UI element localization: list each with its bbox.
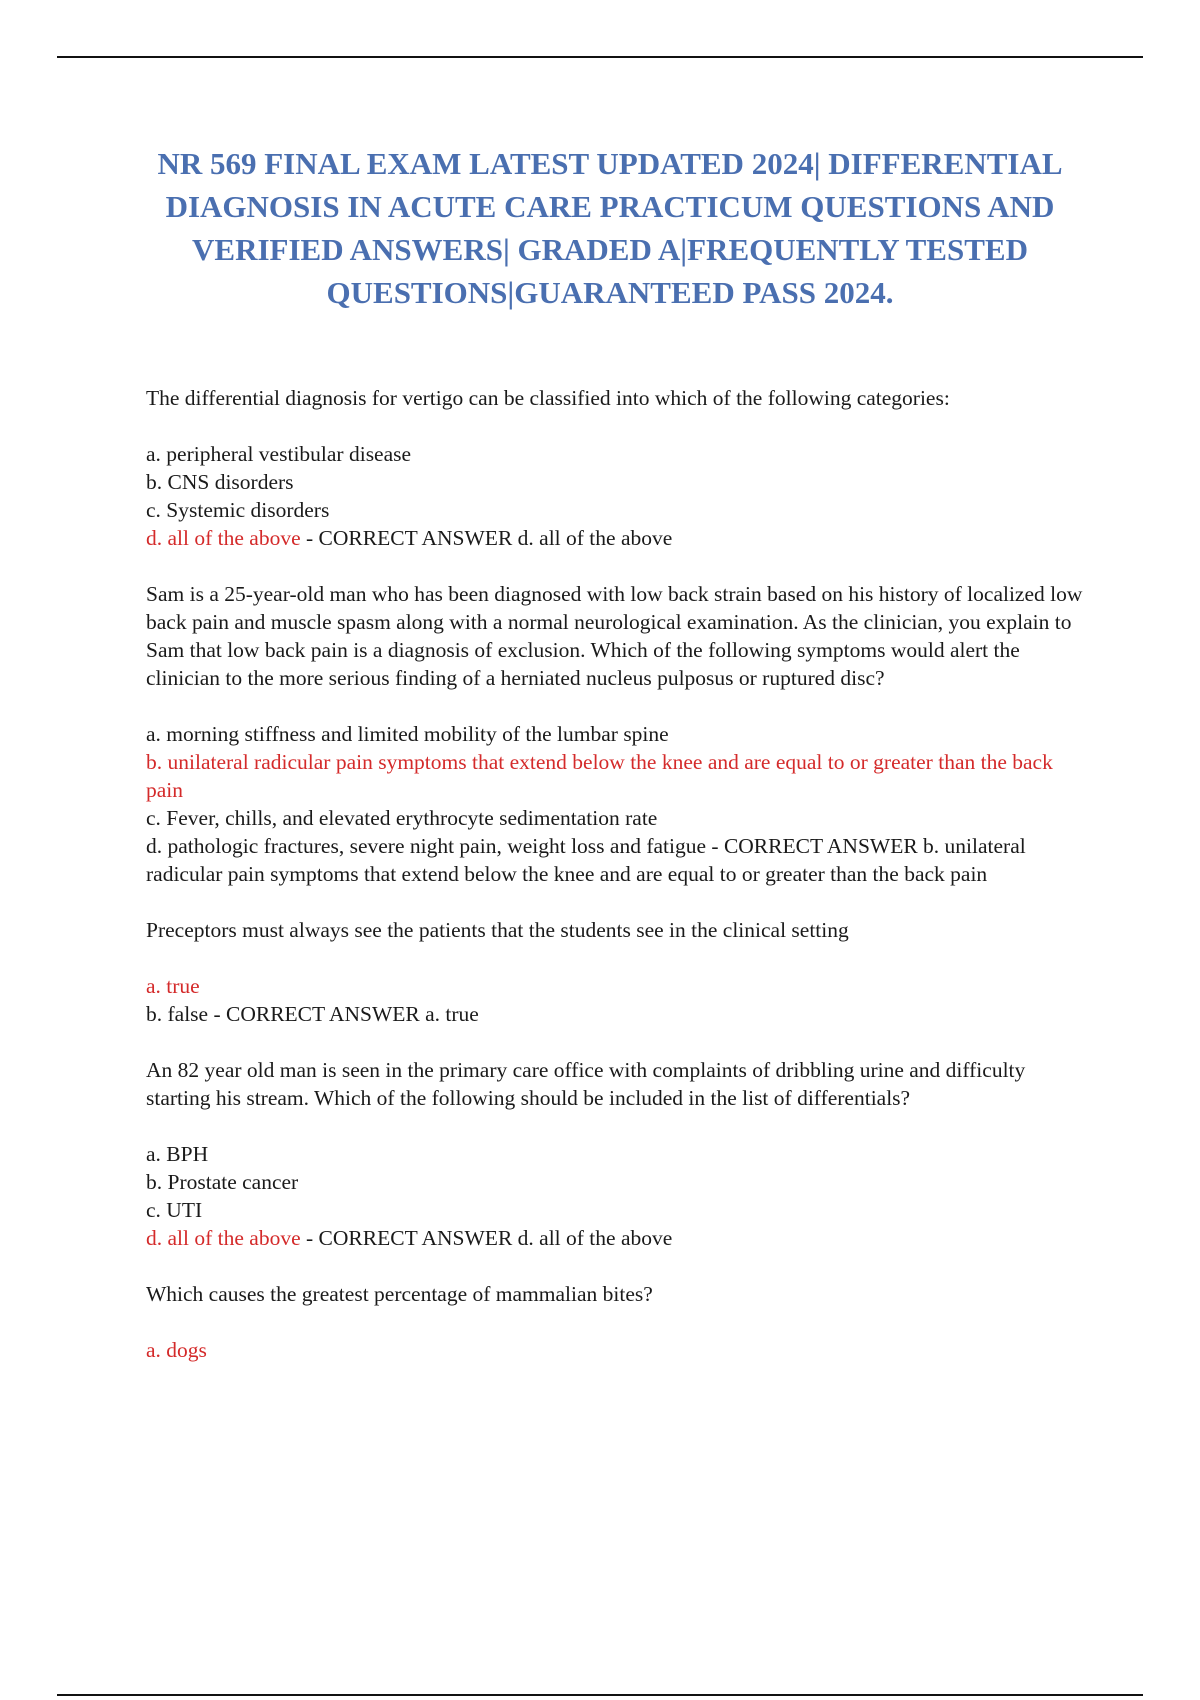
option: d. pathologic fractures, severe night pain, weight loss and fatigue bbox=[146, 834, 707, 858]
correct-answer-text: - CORRECT ANSWER b. unilateral radicular pain symptoms that extend below the knee and are equal to or greater than the back pain bbox=[146, 834, 1026, 886]
correct-option: d. all of the above bbox=[146, 1226, 301, 1250]
question-stem: Sam is a 25-year-old man who has been diagnosed with low back strain based on his history of localized low back pain and muscle spasm along with a normal neurological examination. As the clinician, you explain to Sam that low back pain is a diagnosis of exclusion. Which of the following symptoms would alert the clinician to the more serious finding of a herniated nucleus pulposus or ruptured disc? bbox=[146, 582, 1083, 690]
answer-line bbox=[146, 832, 1091, 888]
option: a. morning stiffness and limited mobility of the lumbar spine bbox=[146, 722, 669, 746]
answer-options bbox=[146, 1336, 1091, 1364]
option: c. Fever, chills, and elevated erythrocyte sedimentation rate bbox=[146, 806, 658, 830]
answer-options bbox=[146, 1140, 1091, 1252]
option: b. Prostate cancer bbox=[146, 1170, 299, 1194]
correct-option: b. unilateral radicular pain symptoms that extend below the knee and are equal to or greater than the back pain bbox=[146, 750, 1053, 802]
answer-line bbox=[146, 1000, 1091, 1028]
header-rule bbox=[57, 56, 1143, 58]
option: b. CNS disorders bbox=[146, 470, 294, 494]
answer-options bbox=[146, 720, 1091, 888]
correct-answer-text: - CORRECT ANSWER d. all of the above bbox=[300, 526, 673, 550]
correct-answer-text: - CORRECT ANSWER a. true bbox=[208, 1002, 479, 1026]
question-stem: An 82 year old man is seen in the primary care office with complaints of dribbling urine and difficulty starting his stream. Which of the following should be included in the list of differentials? bbox=[146, 1058, 1026, 1110]
answer-options bbox=[146, 972, 1091, 1028]
document-body bbox=[146, 384, 1091, 1392]
option: b. false bbox=[146, 1002, 209, 1026]
correct-answer-text: - CORRECT ANSWER d. all of the above bbox=[300, 1226, 673, 1250]
option: a. peripheral vestibular disease bbox=[146, 442, 412, 466]
option: a. BPH bbox=[146, 1142, 209, 1166]
document-title: NR 569 FINAL EXAM LATEST UPDATED 2024| DIFFERENTIAL DIAGNOSIS IN ACUTE CARE PRACTICUM QUESTIONS AND VERIFIED ANSWERS| GRADED A|FREQUENTLY TESTED QUESTIONS|GUARANTEED PASS 2024. bbox=[157, 146, 1063, 310]
question-stem: The differential diagnosis for vertigo can be classified into which of the following categories: bbox=[146, 386, 950, 410]
question-stem: Preceptors must always see the patients that the students see in the clinical setting bbox=[146, 918, 849, 942]
answer-options bbox=[146, 440, 1091, 552]
option: c. Systemic disorders bbox=[146, 498, 330, 522]
correct-option: d. all of the above bbox=[146, 526, 301, 550]
correct-option: a. true bbox=[146, 974, 200, 998]
answer-line bbox=[146, 1224, 1091, 1252]
option: c. UTI bbox=[146, 1198, 203, 1222]
answer-line bbox=[146, 524, 1091, 552]
correct-option: a. dogs bbox=[146, 1338, 207, 1362]
footer-rule bbox=[57, 1694, 1143, 1696]
question-stem: Which causes the greatest percentage of mammalian bites? bbox=[146, 1282, 653, 1306]
